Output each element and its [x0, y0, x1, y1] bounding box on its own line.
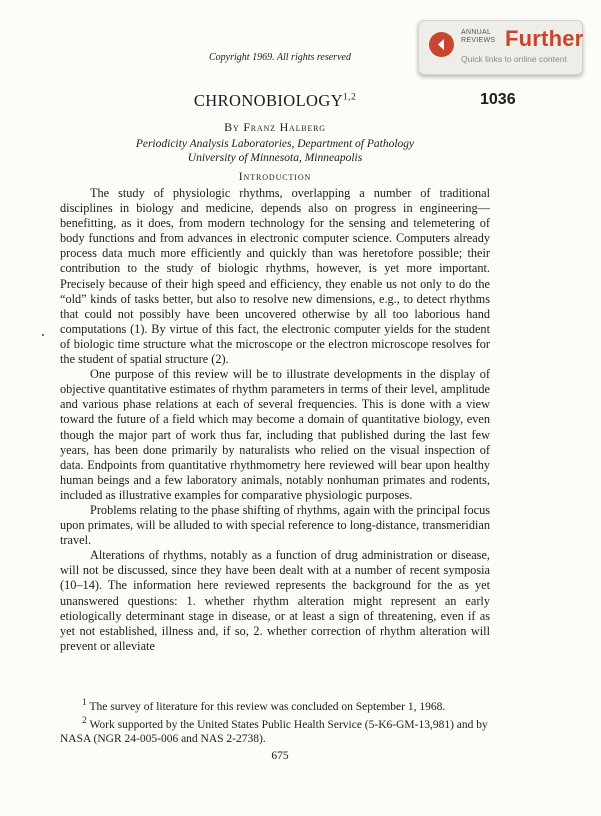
article-title — [150, 91, 400, 111]
further-badge[interactable] — [418, 20, 583, 75]
paragraph-1: The study of physiologic rhythms, overlapping a number of traditional disciplines in biology and medicine, depends also on progress in engineering—benefitting, as it does, from modern technology for the sensing and telemetering of body functions and from advances in electronic computer science. Computers already process data much more efficiently and quickly than was heretofore possible; their contribution to the study of biologic rhythms, however, is yet more important. Precisely because of their high speed and efficiency, they enable us not only to do the “old” kinds of tasks better, but also to resolve new dimensions, e.g., to detect rhythms that could not possibly have been uncovered otherwise by all too laborious hand computations (1). By virtue of this fact, the electronic computer yields for the student of biologic time structure what the microscope or the electron microscope resolves for the student of spatial structure (2). — [60, 186, 490, 367]
paragraph-4: Alterations of rhythms, notably as a function of drug administration or disease, will not be discussed, since they have been dealt with at a number of recent symposia (10–14). The information here reviewed represents the background for the as yet unanswered questions: 1. whether rhythm alteration might represent an early etiologically determinant stage in disease, or at least a sign of threatening, even if as yet not established, illness and, if so, 2. whether correction of rhythm alteration will prevent or alleviate — [60, 548, 490, 653]
further-subtitle: Quick links to online content — [461, 54, 567, 64]
paragraph-2: One purpose of this review will be to illustrate developments in the display of objective quantitative estimates of rhythm parameters in terms of their level, amplitude and various phase relations at each of several frequencies. This is done with a view toward the future of a field which may become a domain of quantitative biology, even though the major part of work thus far, including that published during the last few years, has been done primarily by naturalists who relied on the visual inspection of data. Endpoints from quantitative rhythmometry here reviewed will bear upon healthy human beings and a few laboratory animals, notably nonhuman primates and rodents, included as illustrative examples for comparative physiologic purposes. — [60, 367, 490, 502]
annual-reviews-logo-text: ANNUAL REVIEWS — [461, 29, 496, 44]
margin-mark — [42, 334, 44, 336]
footnote-2-mark: 2 — [82, 715, 87, 726]
body-text — [60, 186, 490, 654]
paragraph-3: Problems relating to the phase shifting of rhythms, again with the principal focus upon primates, will be alluded to with special reference to long-distance, transmeridian travel. — [60, 502, 490, 548]
play-arrow-icon — [429, 32, 454, 57]
title-text: CHRONOBIOLOGY — [193, 91, 344, 110]
copyright-notice: Copyright 1969. All rights reserved — [209, 52, 351, 63]
section-heading: Introduction — [238, 171, 312, 183]
author-line: By Franz Halberg — [224, 120, 326, 134]
page-code: 1036 — [480, 91, 516, 108]
title-footnote-marks: 1,2 — [343, 92, 357, 103]
affiliation-line-2: University of Minnesota, Minneapolis — [187, 152, 363, 164]
affiliation-line-1: Periodicity Analysis Laboratories, Department of Pathology — [135, 138, 415, 150]
further-label: Further — [505, 26, 584, 51]
footnote-1-text: The survey of literature for this review was concluded on September 1, 1968. — [86, 700, 446, 713]
footnote-1 — [60, 697, 490, 713]
footnote-2 — [60, 714, 490, 746]
footnote-2-text: Work supported by the United States Public Health Service (5-K6-GM-13,981) and by NASA (NGR 24-005-006 and NAS 2-2738). — [60, 718, 488, 745]
page-number: 675 — [271, 750, 289, 762]
footnote-1-mark: 1 — [82, 697, 87, 708]
